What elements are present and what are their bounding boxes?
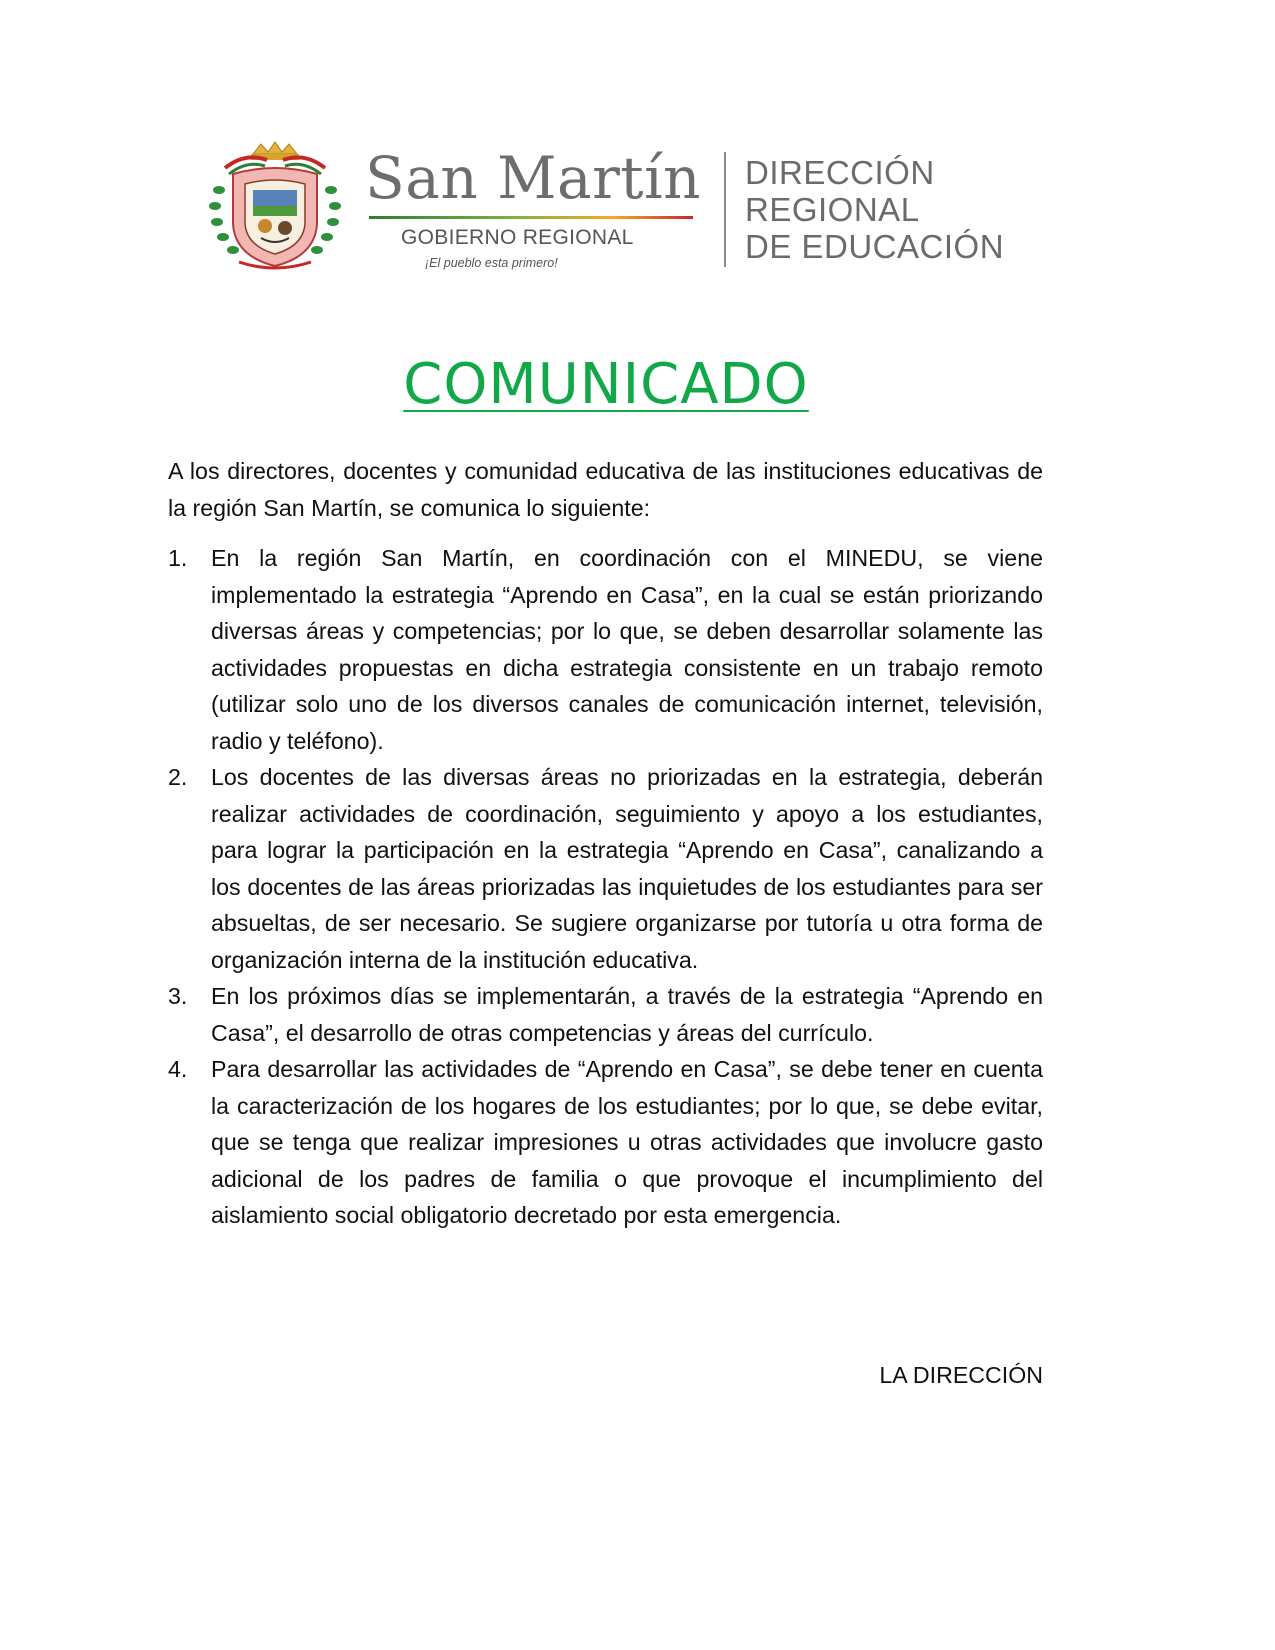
brand-name: San Martín (365, 144, 702, 212)
list-item (168, 759, 1043, 978)
list-item-text: Los docentes de las diversas áreas no priorizadas en la estrategia, deberán realizar actividades de coordinación, seguimiento y apoyo a los estudiantes, para lograr la participación en la estrategia “Aprendo en Casa”, canalizando a los docentes de las áreas priorizadas las inquietudes de los estudiantes para ser absueltas, de ser necesario. Se sugiere organizarse por tutoría u otra forma de organización interna de la institución educativa. (211, 764, 1043, 973)
signature: LA DIRECCIÓN (879, 1362, 1043, 1388)
list-item (168, 978, 1043, 1051)
regional-government-brand (365, 146, 705, 276)
list-item-number: 4. (168, 1056, 188, 1082)
list-item (168, 540, 1043, 759)
list-item-number: 1. (168, 545, 188, 571)
department-line: DIRECCIÓN (745, 154, 935, 191)
list-item-text: En la región San Martín, en coordinación con el MINEDU, se viene implementado la estrategia “Aprendo en Casa”, en la cual se están priorizando diversas áreas y competencias; por lo que, se deben desarrollar solamente las actividades propuestas en dicha estrategia consistente en un trabajo remoto (utilizar solo uno de los diversos canales de comunicación internet, televisión, radio y teléfono). (211, 545, 1043, 754)
numbered-list (168, 540, 1043, 1234)
brand-color-bar (369, 216, 693, 219)
intro-paragraph: A los directores, docentes y comunidad educativa de las instituciones educativas de la región San Martín, se comunica lo siguiente: (168, 458, 1043, 521)
letterhead (205, 140, 1020, 280)
list-item-text: En los próximos días se implementarán, a través de la estrategia “Aprendo en Casa”, el desarrollo de otras competencias y áreas del currículo. (211, 983, 1043, 1046)
department-name (745, 154, 1004, 265)
list-item-number: 2. (168, 764, 188, 790)
brand-tagline: ¡El pueblo esta primero! (425, 256, 558, 270)
brand-subtitle: GOBIERNO REGIONAL (401, 226, 634, 249)
list-item (168, 1051, 1043, 1234)
list-item-text: Para desarrollar las actividades de “Aprendo en Casa”, se debe tener en cuenta la caracterización de los hogares de los estudiantes; por lo que, se debe evitar, que se tenga que realizar impresiones u otras actividades que involucre gasto adicional de los padres de familia o que provoque el incumplimiento del aislamiento social obligatorio decretado por esta emergencia. (211, 1056, 1043, 1228)
regional-coat-of-arms-icon (205, 140, 345, 274)
document-title: COMUNICADO (403, 352, 809, 417)
department-line: DE EDUCACIÓN (745, 228, 1005, 265)
header-divider (724, 152, 726, 267)
department-line: REGIONAL (745, 191, 920, 228)
list-item-number: 3. (168, 983, 188, 1009)
